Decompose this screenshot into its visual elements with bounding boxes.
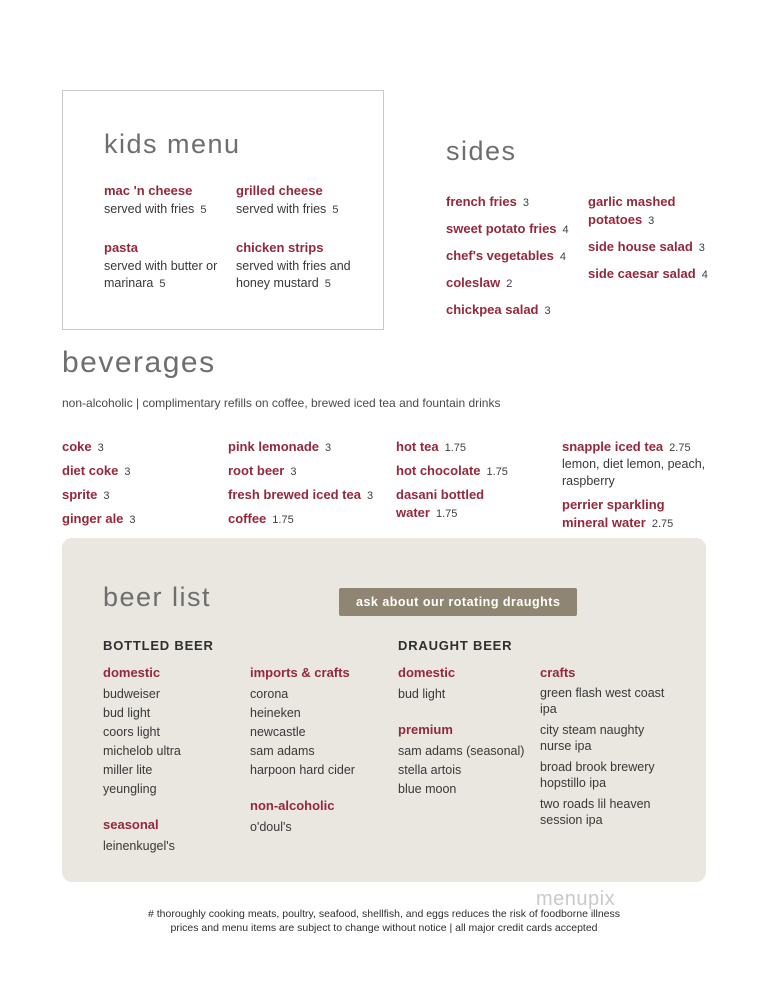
kids-item-desc bbox=[104, 258, 230, 293]
beer-name: two roads lil heaven session ipa bbox=[540, 797, 651, 827]
kids-item-desc-text: served with fries and honey mustard bbox=[236, 259, 351, 290]
beverage-name: perrier sparkling mineral water bbox=[562, 497, 665, 530]
menupix-watermark: menupix bbox=[536, 888, 616, 910]
bottled-beer-heading: BOTTLED BEER bbox=[103, 638, 214, 653]
beverage-line bbox=[396, 438, 534, 456]
beverage-line bbox=[396, 486, 534, 522]
beverage-item bbox=[228, 462, 396, 480]
beer-items bbox=[250, 685, 398, 780]
beverage-desc: lemon, diet lemon, peach, raspberry bbox=[562, 457, 706, 488]
beverage-item bbox=[228, 438, 396, 456]
kids-item bbox=[104, 239, 230, 293]
beverages-section bbox=[62, 346, 714, 538]
beer-category-label: domestic bbox=[103, 665, 161, 680]
kids-menu-title: kids menu bbox=[104, 129, 241, 159]
kids-item-price: 5 bbox=[324, 278, 331, 290]
draught-beer-column-2 bbox=[540, 665, 666, 874]
bottled-beer-column-2 bbox=[250, 665, 398, 874]
beverage-price: 3 bbox=[124, 466, 131, 478]
beverage-name: pink lemonade bbox=[228, 439, 320, 454]
side-name: coleslaw bbox=[446, 275, 501, 290]
side-item bbox=[446, 274, 588, 292]
beverage-price: 3 bbox=[325, 442, 332, 454]
side-item bbox=[588, 265, 722, 283]
beverage-name: coke bbox=[62, 439, 92, 454]
beverage-line bbox=[228, 462, 396, 480]
side-name: side house salad bbox=[588, 239, 693, 254]
beverage-price: 3 bbox=[290, 466, 297, 478]
side-item bbox=[446, 247, 588, 265]
beverage-item bbox=[62, 438, 228, 456]
beverage-line bbox=[228, 510, 396, 528]
kids-item-price: 5 bbox=[332, 204, 339, 216]
beer-name: harpoon hard cider bbox=[250, 763, 355, 777]
beverage-line bbox=[62, 486, 228, 504]
beer-group bbox=[250, 798, 398, 837]
side-name: french fries bbox=[446, 194, 517, 209]
beer-list-title: beer list bbox=[103, 582, 212, 612]
beverages-column-4 bbox=[562, 438, 714, 538]
kids-item-name: mac 'n cheese bbox=[104, 183, 193, 198]
kids-item-price: 5 bbox=[200, 204, 207, 216]
beverage-item bbox=[62, 510, 228, 528]
kids-item-desc-text: served with fries bbox=[104, 202, 195, 216]
kids-item-name: chicken strips bbox=[236, 240, 324, 255]
beer-name: sam adams bbox=[250, 744, 315, 758]
beverage-name: dasani bottled water bbox=[396, 487, 485, 520]
beverage-item bbox=[228, 486, 396, 504]
beer-name: sam adams (seasonal) bbox=[398, 744, 525, 758]
beverage-item bbox=[62, 486, 228, 504]
beverages-title: beverages bbox=[62, 346, 216, 379]
beverage-price: 1.75 bbox=[486, 466, 508, 478]
beer-name: blue moon bbox=[398, 782, 457, 796]
beverage-item bbox=[396, 438, 534, 456]
beverage-line bbox=[396, 462, 534, 480]
beer-name: city steam naughty nurse ipa bbox=[540, 723, 645, 753]
beverage-item bbox=[562, 438, 714, 490]
beverages-note: non-alcoholic | complimentary refills on coffee, brewed iced tea and fountain drinks bbox=[62, 396, 501, 410]
beer-group bbox=[103, 817, 250, 856]
beer-items bbox=[398, 742, 540, 799]
beer-name: miller lite bbox=[103, 763, 153, 777]
side-price: 4 bbox=[701, 269, 708, 281]
kids-item-price: 5 bbox=[159, 278, 166, 290]
beer-category-label: domestic bbox=[398, 665, 456, 680]
beverage-price: 1.75 bbox=[435, 508, 458, 520]
kids-item-name: grilled cheese bbox=[236, 183, 323, 198]
kids-menu-items bbox=[104, 182, 369, 293]
beer-group bbox=[540, 665, 666, 828]
beer-name: bud light bbox=[103, 706, 151, 720]
beverage-name: hot chocolate bbox=[396, 463, 481, 478]
beer-name: green flash west coast ipa bbox=[540, 686, 665, 716]
beer-items bbox=[103, 837, 250, 856]
side-name: chickpea salad bbox=[446, 302, 539, 317]
beverage-name: fresh brewed iced tea bbox=[228, 487, 361, 502]
beverage-item bbox=[396, 462, 534, 480]
beer-name: budweiser bbox=[103, 687, 160, 701]
beer-group bbox=[398, 665, 540, 704]
beer-name: michelob ultra bbox=[103, 744, 181, 758]
footer bbox=[0, 908, 768, 935]
side-item bbox=[446, 220, 588, 238]
beverage-price: 3 bbox=[129, 514, 136, 526]
beverage-line bbox=[562, 438, 714, 456]
beverages-column-2 bbox=[228, 438, 396, 538]
side-item bbox=[588, 193, 722, 229]
beer-category-label: imports & crafts bbox=[250, 665, 350, 680]
side-price: 3 bbox=[648, 215, 655, 227]
beer-category-label: seasonal bbox=[103, 817, 159, 832]
kids-item-desc bbox=[236, 201, 362, 219]
kids-item bbox=[236, 182, 362, 219]
rotating-draughts-badge: ask about our rotating draughts bbox=[339, 588, 577, 616]
beer-items bbox=[540, 685, 666, 828]
beer-name: bud light bbox=[398, 687, 446, 701]
beverages-column-1 bbox=[62, 438, 228, 538]
side-price: 3 bbox=[544, 305, 551, 317]
kids-item-desc bbox=[236, 258, 362, 293]
beverage-name: coffee bbox=[228, 511, 267, 526]
side-item bbox=[446, 301, 588, 319]
kids-menu-section bbox=[62, 90, 384, 330]
beer-items bbox=[250, 818, 398, 837]
beverage-line bbox=[228, 486, 396, 504]
bottled-beer-column-1 bbox=[103, 665, 250, 874]
beer-category-label: premium bbox=[398, 722, 453, 737]
beverages-columns bbox=[62, 438, 714, 538]
beer-name: yeungling bbox=[103, 782, 157, 796]
beer-group bbox=[250, 665, 398, 780]
beer-list-section bbox=[62, 538, 706, 882]
beverage-name: diet coke bbox=[62, 463, 119, 478]
beverage-line bbox=[228, 438, 396, 456]
beverage-name: snapple iced tea bbox=[562, 439, 664, 454]
beer-columns bbox=[103, 665, 666, 874]
beverage-price: 3 bbox=[97, 442, 104, 454]
beverage-name: hot tea bbox=[396, 439, 439, 454]
beer-category-label: non-alcoholic bbox=[250, 798, 335, 813]
beer-name: heineken bbox=[250, 706, 301, 720]
beer-name: broad brook brewery hopstillo ipa bbox=[540, 760, 655, 790]
beverage-price: 3 bbox=[366, 490, 374, 502]
sides-column-2 bbox=[588, 193, 722, 328]
kids-item-desc-text: served with fries bbox=[236, 202, 327, 216]
beer-name: stella artois bbox=[398, 763, 462, 777]
kids-item-name: pasta bbox=[104, 240, 138, 255]
side-price: 3 bbox=[698, 242, 705, 254]
beer-group bbox=[103, 665, 250, 799]
sides-title: sides bbox=[446, 136, 517, 166]
side-price: 3 bbox=[522, 197, 529, 209]
beverage-price: 1.75 bbox=[444, 442, 467, 454]
sides-column-1 bbox=[446, 193, 588, 328]
beer-category-label: crafts bbox=[540, 665, 576, 680]
beer-name: o'doul's bbox=[250, 820, 292, 834]
beer-name: coors light bbox=[103, 725, 160, 739]
beverage-line bbox=[62, 438, 228, 456]
side-name: garlic mashed potatoes bbox=[588, 194, 676, 227]
footer-line-2: prices and menu items are subject to change without notice | all major credit cards accepted bbox=[170, 921, 598, 934]
side-item bbox=[446, 193, 588, 211]
beverage-item bbox=[62, 462, 228, 480]
beer-name: leinenkugel's bbox=[103, 839, 175, 853]
beverage-item bbox=[562, 496, 714, 532]
beverages-column-3 bbox=[396, 438, 562, 538]
side-name: side caesar salad bbox=[588, 266, 696, 281]
draught-beer-heading: DRAUGHT BEER bbox=[398, 638, 513, 653]
beer-items bbox=[398, 685, 540, 704]
side-item bbox=[588, 238, 722, 256]
beverage-item bbox=[228, 510, 396, 528]
beverage-line bbox=[562, 496, 714, 532]
beverage-price: 2.75 bbox=[651, 518, 674, 530]
side-price: 4 bbox=[559, 251, 566, 263]
draught-beer-column-1 bbox=[398, 665, 540, 874]
kids-item-desc bbox=[104, 201, 230, 219]
kids-item-desc-text: served with butter or marinara bbox=[104, 259, 218, 290]
beer-name: newcastle bbox=[250, 725, 306, 739]
beer-items bbox=[103, 685, 250, 799]
beverage-price: 1.75 bbox=[272, 514, 294, 526]
kids-item bbox=[236, 239, 362, 293]
side-name: sweet potato fries bbox=[446, 221, 557, 236]
beverage-name: ginger ale bbox=[62, 511, 124, 526]
sides-columns bbox=[446, 193, 722, 328]
footer-line-1: # thoroughly cooking meats, poultry, seafood, shellfish, and eggs reduces the risk of foodborne illness bbox=[148, 908, 620, 920]
sides-section bbox=[446, 136, 722, 328]
beer-name: corona bbox=[250, 687, 289, 701]
beverage-line bbox=[62, 510, 228, 528]
beverage-item bbox=[396, 486, 534, 522]
kids-item bbox=[104, 182, 230, 219]
beverage-name: sprite bbox=[62, 487, 98, 502]
beverage-price: 3 bbox=[103, 490, 110, 502]
beer-group bbox=[398, 722, 540, 799]
side-name: chef's vegetables bbox=[446, 248, 554, 263]
side-price: 4 bbox=[562, 224, 569, 236]
beverage-line bbox=[62, 462, 228, 480]
beverage-price: 2.75 bbox=[669, 442, 691, 454]
beverage-name: root beer bbox=[228, 463, 285, 478]
side-price: 2 bbox=[506, 278, 513, 290]
